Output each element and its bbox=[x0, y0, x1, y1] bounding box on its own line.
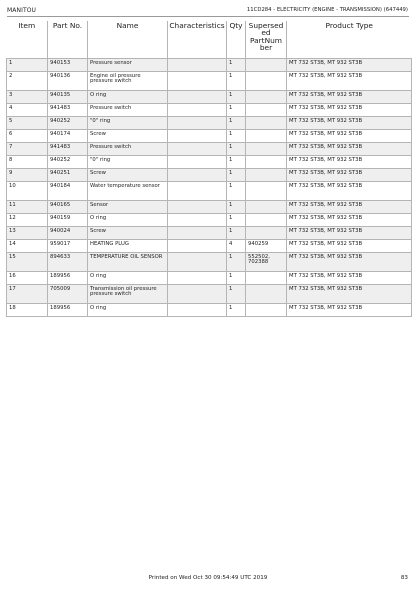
cell-superseded bbox=[246, 226, 287, 239]
cell-characteristics bbox=[168, 129, 227, 142]
cell-part-no: 959017 bbox=[48, 239, 88, 252]
column-header-superseded: Supersed ed PartNum ber bbox=[246, 21, 287, 58]
table-row bbox=[7, 252, 412, 271]
table-row bbox=[7, 303, 412, 316]
table-row bbox=[7, 142, 412, 155]
cell-superseded bbox=[246, 116, 287, 129]
cell-qty: 1 bbox=[227, 168, 246, 181]
cell-qty: 1 bbox=[227, 200, 246, 213]
cell-product-type: MT 732 ST3B, MT 932 ST3B bbox=[287, 168, 412, 181]
cell-qty: 1 bbox=[227, 71, 246, 90]
cell-product-type: MT 732 ST3B, MT 932 ST3B bbox=[287, 142, 412, 155]
table-row bbox=[7, 168, 412, 181]
cell-qty: 1 bbox=[227, 90, 246, 103]
cell-characteristics bbox=[168, 103, 227, 116]
cell-qty: 1 bbox=[227, 116, 246, 129]
cell-part-no: 940159 bbox=[48, 213, 88, 226]
cell-product-type: MT 732 ST3B, MT 932 ST3B bbox=[287, 284, 412, 303]
cell-part-no: 705009 bbox=[48, 284, 88, 303]
table-row bbox=[7, 239, 412, 252]
cell-characteristics bbox=[168, 200, 227, 213]
cell-item: 12 bbox=[7, 213, 48, 226]
cell-superseded bbox=[246, 284, 287, 303]
cell-part-no: 940184 bbox=[48, 181, 88, 200]
cell-superseded bbox=[246, 213, 287, 226]
cell-characteristics bbox=[168, 226, 227, 239]
cell-name: "0" ring bbox=[88, 116, 168, 129]
cell-characteristics bbox=[168, 252, 227, 271]
table-row bbox=[7, 90, 412, 103]
cell-product-type: MT 732 ST3B, MT 932 ST3B bbox=[287, 103, 412, 116]
cell-item: 3 bbox=[7, 90, 48, 103]
cell-item: 6 bbox=[7, 129, 48, 142]
cell-qty: 1 bbox=[227, 155, 246, 168]
column-header-characteristics: Characteristics bbox=[168, 21, 227, 58]
cell-name: O ring bbox=[88, 271, 168, 284]
brand-name: MANITOU bbox=[7, 7, 37, 14]
cell-part-no: 940136 bbox=[48, 71, 88, 90]
cell-name: Sensor bbox=[88, 200, 168, 213]
cell-superseded bbox=[246, 200, 287, 213]
cell-item: 17 bbox=[7, 284, 48, 303]
cell-superseded bbox=[246, 168, 287, 181]
cell-part-no: 940174 bbox=[48, 129, 88, 142]
cell-item: 13 bbox=[7, 226, 48, 239]
cell-product-type: MT 732 ST3B, MT 932 ST3B bbox=[287, 116, 412, 129]
cell-item: 9 bbox=[7, 168, 48, 181]
cell-qty: 1 bbox=[227, 284, 246, 303]
cell-item: 7 bbox=[7, 142, 48, 155]
table-row bbox=[7, 71, 412, 90]
section-title: 11CD284 - ELECTRICITY (ENGINE - TRANSMISSION) (647449) bbox=[246, 7, 408, 13]
cell-product-type: MT 732 ST3B, MT 932 ST3B bbox=[287, 58, 412, 71]
cell-superseded bbox=[246, 129, 287, 142]
cell-item: 8 bbox=[7, 155, 48, 168]
cell-characteristics bbox=[168, 303, 227, 316]
cell-product-type: MT 732 ST3B, MT 932 ST3B bbox=[287, 200, 412, 213]
cell-part-no: 894633 bbox=[48, 252, 88, 271]
cell-item: 18 bbox=[7, 303, 48, 316]
cell-part-no: 940165 bbox=[48, 200, 88, 213]
cell-characteristics bbox=[168, 213, 227, 226]
cell-characteristics bbox=[168, 90, 227, 103]
cell-characteristics bbox=[168, 58, 227, 71]
cell-product-type: MT 732 ST3B, MT 932 ST3B bbox=[287, 226, 412, 239]
table-row bbox=[7, 129, 412, 142]
cell-part-no: 940252 bbox=[48, 155, 88, 168]
cell-superseded bbox=[246, 103, 287, 116]
cell-superseded bbox=[246, 90, 287, 103]
cell-superseded bbox=[246, 271, 287, 284]
table-row bbox=[7, 271, 412, 284]
cell-product-type: MT 732 ST3B, MT 932 ST3B bbox=[287, 303, 412, 316]
cell-name: O ring bbox=[88, 303, 168, 316]
cell-qty: 1 bbox=[227, 103, 246, 116]
cell-name: HEATING PLUG bbox=[88, 239, 168, 252]
cell-characteristics bbox=[168, 181, 227, 200]
table-header-row bbox=[7, 21, 412, 58]
cell-product-type: MT 732 ST3B, MT 932 ST3B bbox=[287, 155, 412, 168]
cell-qty: 1 bbox=[227, 181, 246, 200]
cell-superseded bbox=[246, 155, 287, 168]
cell-item: 2 bbox=[7, 71, 48, 90]
table-row bbox=[7, 213, 412, 226]
cell-qty: 1 bbox=[227, 226, 246, 239]
cell-superseded: 552502, 702388 bbox=[246, 252, 287, 271]
cell-part-no: 940135 bbox=[48, 90, 88, 103]
table-row bbox=[7, 226, 412, 239]
cell-item: 14 bbox=[7, 239, 48, 252]
cell-product-type: MT 732 ST3B, MT 932 ST3B bbox=[287, 90, 412, 103]
column-header-qty: Qty bbox=[227, 21, 246, 58]
cell-part-no: 189956 bbox=[48, 271, 88, 284]
cell-characteristics bbox=[168, 71, 227, 90]
cell-part-no: 940251 bbox=[48, 168, 88, 181]
cell-item: 16 bbox=[7, 271, 48, 284]
cell-superseded bbox=[246, 58, 287, 71]
cell-name: Pressure switch bbox=[88, 142, 168, 155]
cell-name: O ring bbox=[88, 90, 168, 103]
cell-item: 15 bbox=[7, 252, 48, 271]
cell-name: "0" ring bbox=[88, 155, 168, 168]
table-row bbox=[7, 116, 412, 129]
cell-superseded bbox=[246, 142, 287, 155]
cell-name: Transmission oil pressure pressure switch bbox=[88, 284, 168, 303]
cell-qty: 1 bbox=[227, 142, 246, 155]
cell-item: 11 bbox=[7, 200, 48, 213]
print-timestamp: Printed on Wed Oct 30 09:54:49 UTC 2019 bbox=[148, 575, 268, 581]
column-header-product-type: Product Type bbox=[287, 21, 412, 58]
cell-part-no: 189956 bbox=[48, 303, 88, 316]
cell-characteristics bbox=[168, 271, 227, 284]
cell-part-no: 941483 bbox=[48, 103, 88, 116]
cell-product-type: MT 732 ST3B, MT 932 ST3B bbox=[287, 271, 412, 284]
cell-item: 4 bbox=[7, 103, 48, 116]
column-header-item: Item bbox=[18, 21, 36, 30]
cell-product-type: MT 732 ST3B, MT 932 ST3B bbox=[287, 213, 412, 226]
cell-superseded: 940259 bbox=[246, 239, 287, 252]
cell-characteristics bbox=[168, 168, 227, 181]
cell-part-no: 940024 bbox=[48, 226, 88, 239]
cell-qty: 1 bbox=[227, 58, 246, 71]
cell-part-no: 941483 bbox=[48, 142, 88, 155]
cell-qty: 1 bbox=[227, 252, 246, 271]
cell-characteristics bbox=[168, 116, 227, 129]
cell-part-no: 940153 bbox=[48, 58, 88, 71]
cell-superseded bbox=[246, 181, 287, 200]
cell-qty: 4 bbox=[227, 239, 246, 252]
cell-name: O ring bbox=[88, 213, 168, 226]
cell-product-type: MT 732 ST3B, MT 932 ST3B bbox=[287, 252, 412, 271]
column-header-part-no: Part No. bbox=[48, 21, 88, 58]
cell-name: Screw bbox=[88, 129, 168, 142]
cell-name: TEMPERATURE OIL SENSOR bbox=[88, 252, 168, 271]
table-row bbox=[7, 181, 412, 200]
cell-characteristics bbox=[168, 142, 227, 155]
cell-name: Engine oil pressure pressure switch bbox=[88, 71, 168, 90]
cell-qty: 1 bbox=[227, 213, 246, 226]
cell-product-type: MT 732 ST3B, MT 932 ST3B bbox=[287, 71, 412, 90]
cell-characteristics bbox=[168, 239, 227, 252]
cell-name: Screw bbox=[88, 168, 168, 181]
cell-item: 10 bbox=[7, 181, 48, 200]
cell-name: Pressure sensor bbox=[88, 58, 168, 71]
parts-table bbox=[6, 21, 412, 317]
cell-name: Pressure switch bbox=[88, 103, 168, 116]
table-row bbox=[7, 103, 412, 116]
cell-qty: 1 bbox=[227, 271, 246, 284]
cell-product-type: MT 732 ST3B, MT 932 ST3B bbox=[287, 239, 412, 252]
cell-item: 5 bbox=[7, 116, 48, 129]
cell-name: Screw bbox=[88, 226, 168, 239]
table-row bbox=[7, 200, 412, 213]
header-divider bbox=[7, 16, 409, 17]
page-number: 83 bbox=[400, 575, 408, 581]
cell-qty: 1 bbox=[227, 129, 246, 142]
cell-name: Water temperature sensor bbox=[88, 181, 168, 200]
table-row bbox=[7, 58, 412, 71]
cell-characteristics bbox=[168, 155, 227, 168]
column-header-name: Name bbox=[88, 21, 168, 58]
cell-characteristics bbox=[168, 284, 227, 303]
cell-superseded bbox=[246, 303, 287, 316]
table-row bbox=[7, 284, 412, 303]
cell-superseded bbox=[246, 71, 287, 90]
table-row bbox=[7, 155, 412, 168]
cell-item: 1 bbox=[7, 58, 48, 71]
cell-qty: 1 bbox=[227, 303, 246, 316]
cell-product-type: MT 732 ST3B, MT 932 ST3B bbox=[287, 181, 412, 200]
cell-product-type: MT 732 ST3B, MT 932 ST3B bbox=[287, 129, 412, 142]
cell-part-no: 940252 bbox=[48, 116, 88, 129]
